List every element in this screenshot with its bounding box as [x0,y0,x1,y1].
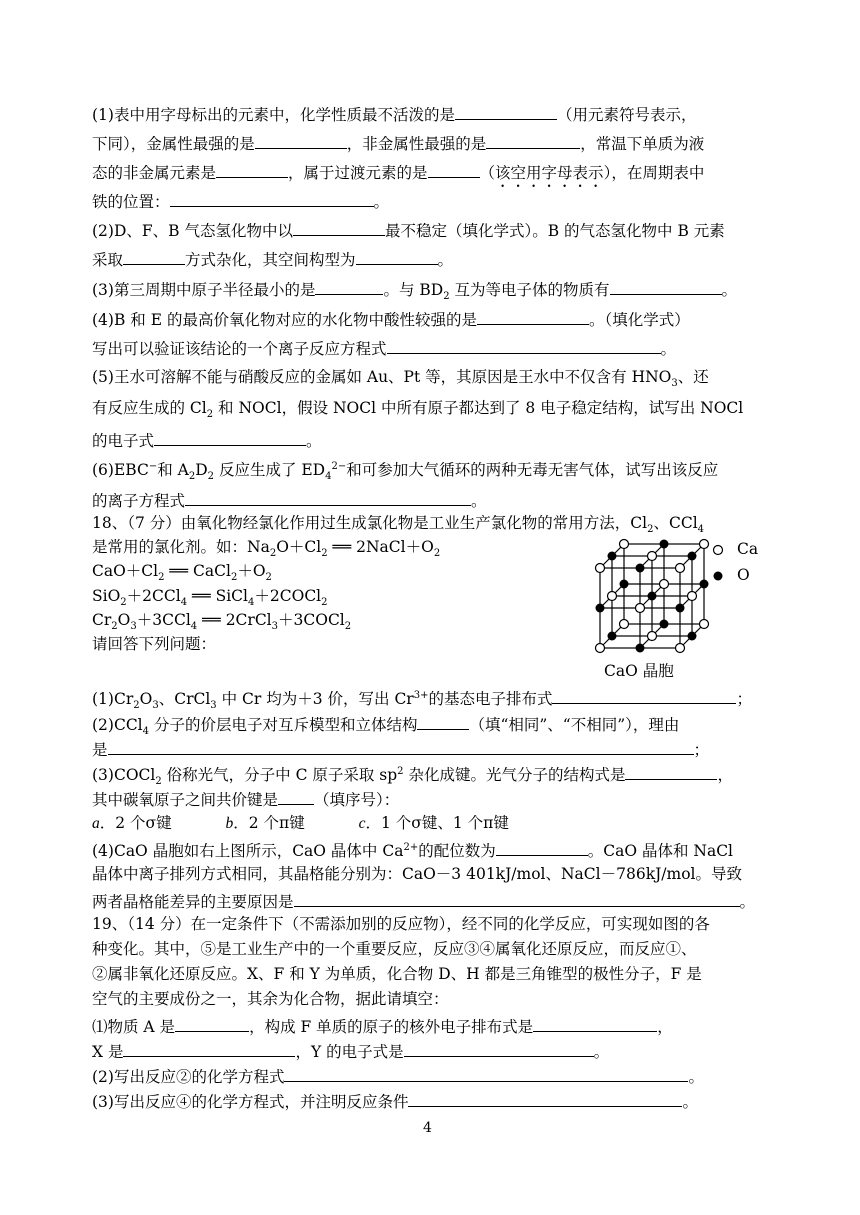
q19-s3: (3)写出反应④的化学方程式，并注明反应条件 。 [92,1089,698,1113]
answer-blank[interactable] [486,131,580,149]
answer-blank[interactable] [175,1014,249,1032]
cao-crystal-cell-figure [590,532,715,658]
q17-p1-line4: 铁的位置： 。 [92,189,389,213]
q18-prompt: 请回答下列问题： [92,635,217,653]
answer-blank[interactable] [610,277,722,295]
q17-p2-line1: (2)D、F、B 气态氢化物中以 最不稳定（填化学式）。B 的气态氢化物中 B 元素 [92,218,725,242]
legend-ca-label: Ca [737,540,759,558]
q19-intro-line4: 空气的主要成份之一，其余为化合物，据此请填空： [92,990,449,1008]
q17-p4-line1: (4)B 和 E 的最高价氧化物对应的水化物中酸性较强的是 。（填化学式） [92,307,690,331]
answer-blank[interactable] [294,889,740,907]
answer-blank[interactable] [408,1089,682,1107]
answer-blank[interactable] [154,428,306,446]
answer-blank[interactable] [533,1014,657,1032]
q18-equation-sio2: SiO$_2$＋2CCl$_4$ ══ SiCl$_4$＋2COCl$_2$ [92,587,328,609]
q18-equation-cao: $CaO+Cl_2$ ══ $CaCl_2+O_2$ [92,562,272,584]
q18-s3-line1: (3)COCl$_2$ 俗称光气，分子中 C 原子采取 $sp^2$ 杂化成键。光气分子的结构式是 ， [92,762,733,786]
answer-blank[interactable] [284,1064,688,1082]
q18-s1: $(1)Cr_2O_3$、CrCl$_3$ 中 Cr 均为＋3 价，写出 $Cr^{3+}$的基态电子排布式 ； [92,686,752,710]
q17-p2-line2: 采取 方式杂化，其空间构型为 。 [92,247,453,271]
q17-p5-line2: 有反应生成的 $Cl_2$ 和 NOCl，假设 NOCl 中所有原子都达到了 8 电子稳定结构，试写出 NOCl [92,399,744,421]
answer-blank[interactable] [123,1039,295,1057]
q19-s1-line2: X 是 ，Y 的电子式是 。 [92,1039,609,1063]
q18-s3-options [92,812,509,835]
answer-blank[interactable] [404,1039,594,1057]
q18-s4-line2: 晶体中离子排列方式相同，其晶格能分别为：CaO－3 401kJ/mol、NaCl－786kJ/mol。导致 [92,865,743,883]
answer-blank[interactable] [428,160,480,178]
q18-s3-line2: 其中碳氧原子之间共价键是 （填序号）： [92,787,399,811]
q19-intro-line2: 种变化。其中，⑤是工业生产中的一个重要反应，反应③④属氧化还原反应，而反应①、 [92,940,697,958]
legend-o-label: O [737,566,750,584]
q19-intro-line1: 19、（14 分）在一定条件下（不需添加别的反应物），经不同的化学反应，可实现如图的各 [92,915,710,933]
answer-blank[interactable] [293,218,385,236]
q17-p6-line2: 的离子方程式 。 [92,488,487,512]
legend-o-marker [712,570,724,582]
answer-blank[interactable] [170,189,374,207]
answer-blank[interactable] [455,102,557,120]
answer-blank[interactable] [315,277,383,295]
answer-blank[interactable] [108,737,694,755]
q17-p4-line2: 写出可以验证该结论的一个离子反应方程式 。 [92,336,676,360]
answer-blank[interactable] [496,838,588,856]
q19-intro-line3: ②属非氧化还原反应。X、F 和 Y 为单质，化合物 D、H 都是三角锥型的极性分子，F 是 [92,965,702,983]
q19-s2: (2)写出反应②的化学方程式 。 [92,1064,704,1088]
q18-intro-line1: 18、（7 分）由氧化物经氯化作用过生成氯化物是工业生产氯化物的常用方法，$Cl_2$、CCl$_4$ [92,514,705,536]
answer-blank[interactable] [387,336,661,354]
answer-blank[interactable] [185,488,471,506]
answer-blank[interactable] [552,686,736,704]
q17-p1-line1: (1)表中用字母标出的元素中，化学性质最不活泼的是 （用元素符号表示， [92,102,696,126]
q17-p5-line3: 的电子式 。 [92,428,322,452]
q18-s2-line1: (2)CCl$_4$ 分子的价层电子对互斥模型和立体结构 （填“相同”、“不相同”），理由 [92,712,679,736]
q18-s4-line1: (4)CaO 晶胞如右上图所示，CaO 晶体中 $Ca^{2+}$的配位数为 。CaO 晶体和 NaCl [92,838,733,862]
emphasized-text: 该空用字母表示 [495,164,604,182]
answer-blank[interactable] [255,131,347,149]
q17-p5-line1: (5)王水可溶解不能与硝酸反应的金属如 Au、Pt 等，其原因是王水中不仅含有 $HNO_3$、还 [92,368,709,390]
answer-blank[interactable] [625,762,717,780]
option-c[interactable]: c．1 个σ键、1 个π键 [358,814,509,832]
answer-blank[interactable] [356,247,438,265]
figure-caption: CaO 晶胞 [604,662,674,680]
q18-s4-line3: 两者晶格能差异的主要原因是 。 [92,889,755,913]
q18-equation-cr2o3: $Cr_2O_3+3CCl_4$ ══ 2CrCl$_3$＋3COCl$_2$ [92,611,352,633]
q17-p6-line1: (6)EBC−和 $A_2D_2$ 反应生成了 $ED_4^{2-}$和可参加大气循环的两种无毒无害气体，试写出该反应 [92,460,719,483]
q17-p3: (3)第三周期中原子半径最小的是 。与 $BD_2$ 互为等电子体的物质有 。 [92,277,737,301]
q17-p1-line3: 态的非金属元素是 ，属于过渡元素的是 （该空用字母表示），在周期表中 [92,160,704,191]
option-b[interactable]: b．2 个π键 [225,814,305,832]
answer-blank[interactable] [477,307,589,325]
answer-blank[interactable] [123,247,185,265]
q19-s1-line1: ⑴物质 A 是 ，构成 F 单质的原子的核外电子排布式是 ， [92,1014,673,1038]
answer-blank[interactable] [278,787,314,805]
legend-ca-marker [712,544,724,556]
q17-p1-line2: 下同），金属性最强的是 ，非金属性最强的是 ，常温下单质为液 [92,131,704,155]
option-a[interactable]: a．2 个σ键 [92,814,172,832]
answer-blank[interactable] [417,712,469,730]
answer-blank[interactable] [216,160,288,178]
q18-s2-line2: 是 ； [92,737,709,761]
page-number: 4 [423,1120,432,1136]
q18-intro-line2: 是常用的氯化剂。如：$Na_2O+Cl_2$ ══ $2NaCl+O_2$ [92,538,441,560]
